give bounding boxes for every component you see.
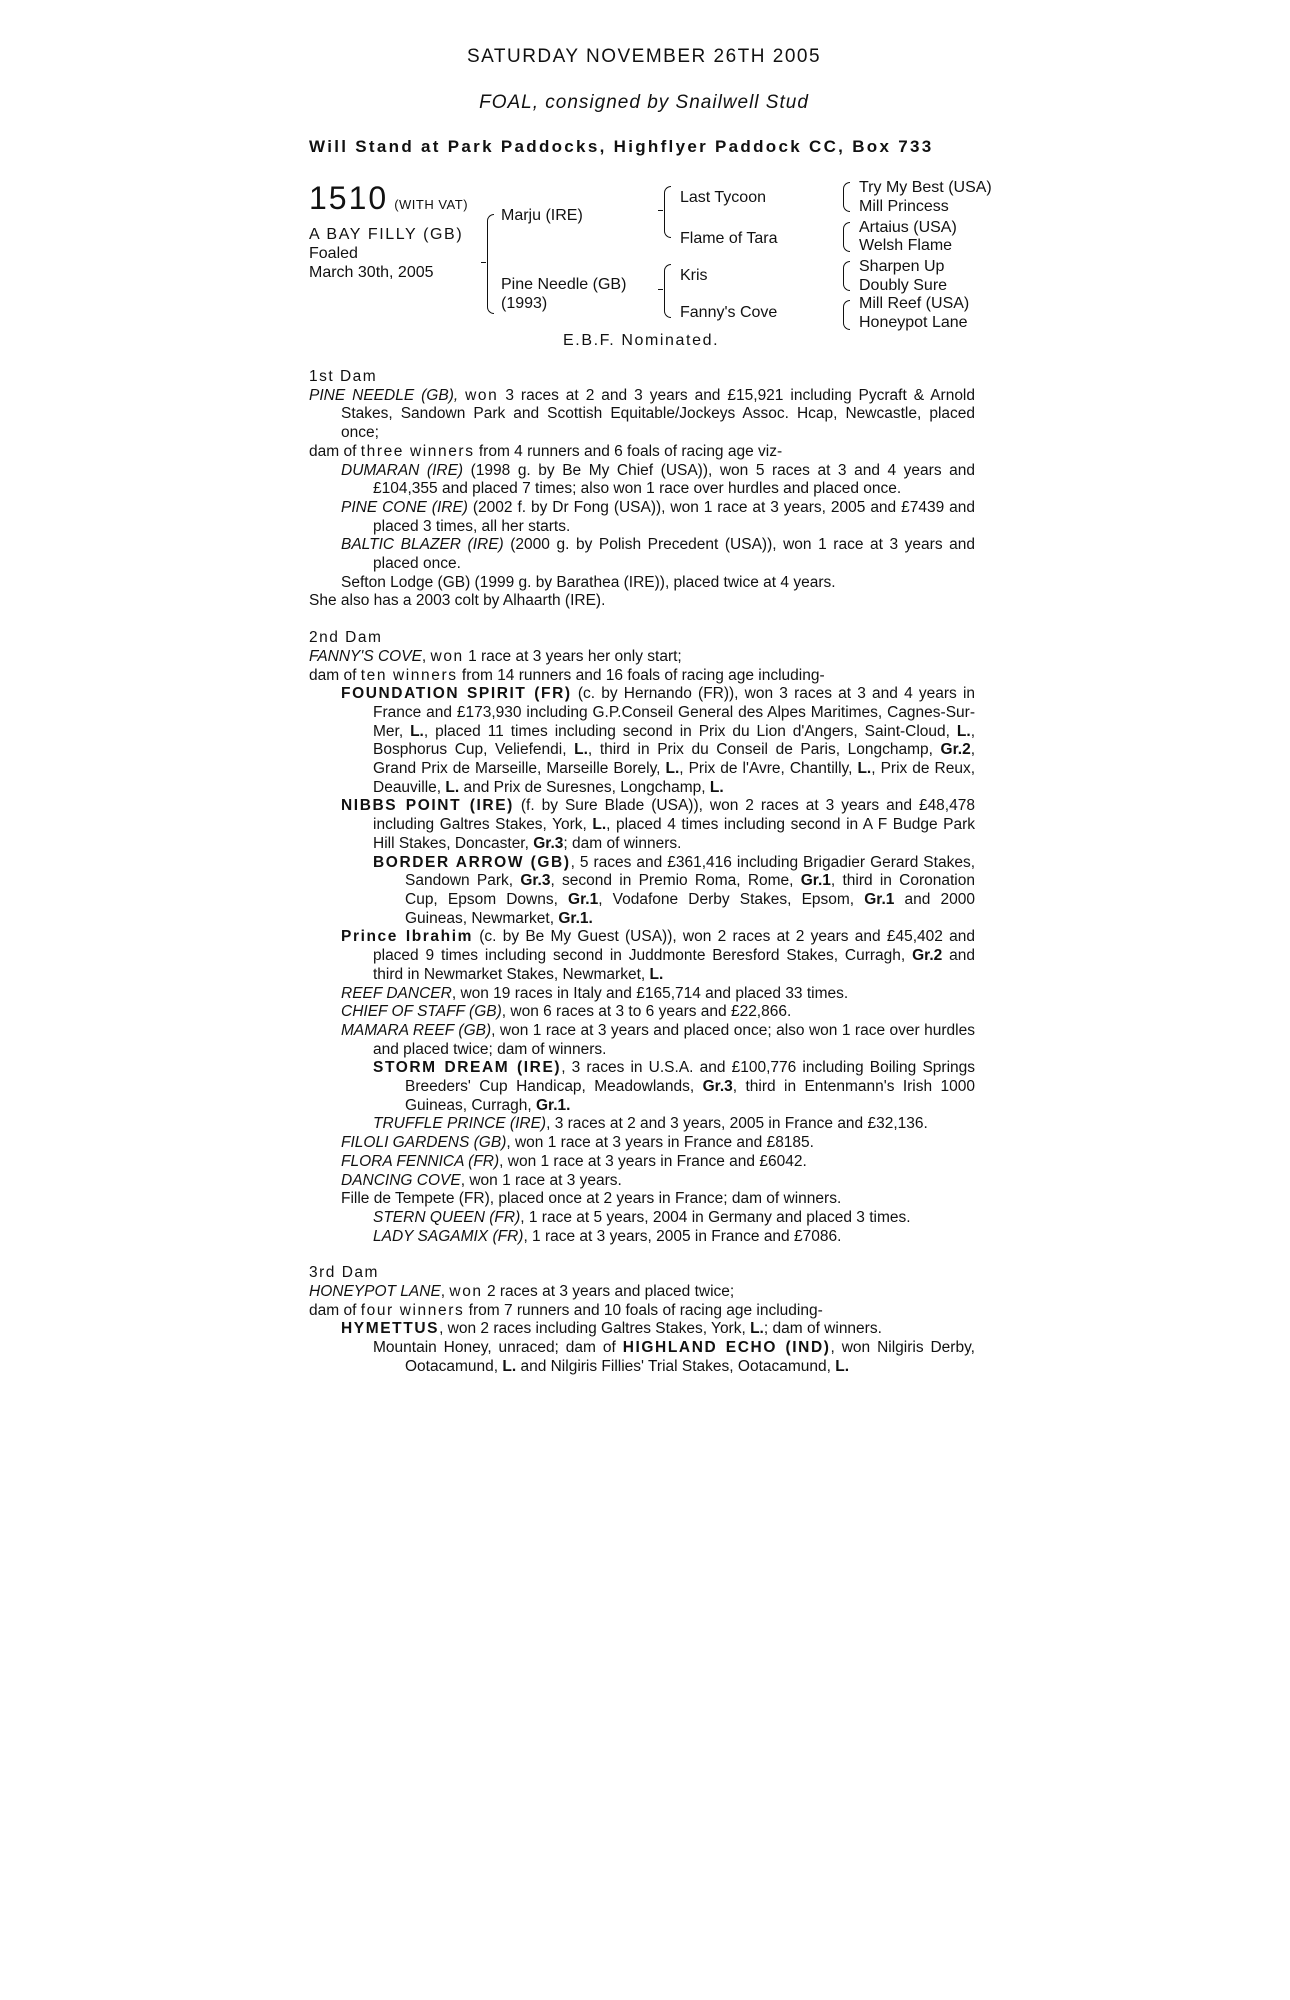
pedigree-dam-sire: Kris (680, 267, 708, 284)
ebf-nominated: E.B.F. Nominated. (563, 332, 720, 349)
first-dam-winners-rest: from 4 runners and 6 foals of racing age viz- (474, 442, 783, 460)
produce-text: Mountain Honey, unraced; dam of (373, 1339, 623, 1357)
produce-text: (1998 g. by Be My Chief (USA)), won 5 races at 3 and 4 years and £104,355 and placed 7 times; also won 1 race over hurdles and placed once. (373, 461, 975, 498)
produce-entry (309, 462, 975, 499)
produce-entry: Sefton Lodge (GB) (1999 g. by Barathea (IRE)), placed twice at 4 years. (341, 573, 836, 591)
grade-label: L. (502, 1357, 517, 1375)
first-dam-heading: 1st Dam (309, 368, 378, 385)
pedigree-sire-dam: Flame of Tara (680, 230, 778, 247)
grade-label: L. (956, 722, 971, 740)
first-dam-winners-count: three winners (360, 442, 475, 460)
produce-text: , placed 11 times including second in Prix du Lion d'Angers, Saint-Cloud, (423, 722, 957, 740)
lot-number-value: 1510 (309, 180, 389, 216)
produce-name: STERN QUEEN (FR) (373, 1208, 521, 1226)
third-dam-record-text: 2 races at 3 years and placed twice; (482, 1283, 735, 1301)
grade-label: Gr.3 (520, 872, 551, 890)
third-dam-name: HONEYPOT LANE (309, 1283, 441, 1301)
second-dam-dam-of: dam of (309, 666, 361, 684)
produce-text: , third in Entenmann's Irish 1000 Guineas, Curragh, (405, 1078, 975, 1114)
produce-entry (309, 1172, 975, 1191)
second-dam-produce-summary (309, 667, 975, 686)
produce-text: (2000 g. by Polish Precedent (USA)), won 1 race at 3 years and placed once. (373, 536, 975, 573)
foaled-label: Foaled (309, 245, 358, 262)
produce-text: , 1 race at 5 years, 2004 in Germany and placed 3 times. (520, 1208, 911, 1226)
brace-dam-point (658, 289, 663, 290)
brace-sire (664, 186, 671, 238)
pedigree-dam: Pine Needle (GB) (501, 276, 627, 293)
produce-name: TRUFFLE PRINCE (IRE) (373, 1115, 547, 1133)
produce-text: , third in Prix du Conseil de Paris, Longchamp, (587, 741, 941, 759)
brace-sire-point (658, 210, 663, 211)
produce-text: , Grand Prix de Marseille, Marseille Borely, (373, 741, 976, 778)
produce-text: , 3 races at 2 and 3 years, 2005 in France and £32,136. (546, 1115, 928, 1133)
consignment-line: FOAL, consigned by Snailwell Stud (479, 92, 809, 113)
grade-label: Gr.1 (800, 872, 831, 890)
produce-entry (309, 1209, 975, 1228)
third-dam-record: HONEYPOT LANE, won 2 races at 3 years and placed twice; (309, 1283, 735, 1301)
produce-name: NIBBS POINT (IRE) (341, 797, 514, 815)
foaled-info (309, 244, 434, 282)
second-dam-winners-rest: from 14 runners and 16 foals of racing age including- (457, 666, 825, 684)
section-gap (309, 1246, 975, 1264)
produce-name: MAMARA REEF (GB) (341, 1021, 492, 1039)
pedigree-sire-sire: Last Tycoon (680, 189, 766, 206)
produce-name: FOUNDATION SPIRIT (FR) (341, 685, 572, 703)
grade-label: L. (750, 1320, 764, 1338)
lot-number (309, 180, 468, 217)
produce-text: and third in Newmarket Stakes, Newmarket, (373, 947, 975, 983)
produce-text: ; dam of winners. (563, 834, 682, 852)
produce-name: FILOLI GARDENS (GB) (341, 1134, 507, 1152)
first-dam-name: PINE NEEDLE (GB), (309, 386, 459, 404)
foaled-date: March 30th, 2005 (309, 264, 434, 281)
produce-text: and Nilgiris Fillies' Trial Stakes, Ootacamund, (516, 1357, 836, 1375)
produce-entry (309, 685, 975, 797)
produce-text: , won 6 races at 3 to 6 years and £22,866. (501, 1003, 792, 1021)
pedigree-g3-4: Welsh Flame (859, 237, 953, 254)
produce-text: , won 1 race at 3 years. (460, 1171, 622, 1189)
produce-text: , won 1 race at 3 years and placed once; also won 1 race over hurdles and placed twice; dam of winners. (373, 1021, 975, 1058)
pedigree-g3-5: Sharpen Up (859, 258, 945, 275)
produce-text: , won 1 race at 3 years in France and £8185. (506, 1134, 814, 1152)
produce-text: , won 2 races including Galtres Stakes, York, (439, 1320, 751, 1338)
produce-name: CHIEF OF STAFF (GB) (341, 1003, 502, 1021)
produce-text: , Bosphorus Cup, Veliefendi, (373, 722, 975, 759)
pedigree-g3-6: Doubly Sure (859, 277, 948, 294)
third-dam-produce-summary (309, 1302, 975, 1321)
produce-entry (309, 928, 975, 984)
produce-entry (309, 985, 975, 1004)
produce-entry (309, 1003, 975, 1022)
pedigree-sire: Marju (IRE) (501, 207, 583, 224)
third-dam-winners-rest: from 7 runners and 10 foals of racing age including- (464, 1301, 823, 1319)
produce-name: HIGHLAND ECHO (IND) (622, 1339, 831, 1357)
grade-label: L. (857, 760, 872, 778)
produce-entry (309, 1115, 975, 1134)
grade-label: Gr.1. (558, 909, 593, 927)
first-dam-record (309, 387, 975, 443)
produce-name: BALTIC BLAZER (IRE) (341, 536, 504, 554)
produce-text: , won 1 race at 3 years in France and £6042. (499, 1152, 807, 1170)
first-dam-dam-of: dam of (309, 442, 361, 460)
produce-text: (c. by Be My Guest (USA)), won 2 races at 2 years and £45,402 and placed 9 times including second in Juddmonte Beresford Stakes, Curragh, (373, 928, 975, 965)
pedigree-g3-8: Honeypot Lane (859, 314, 968, 331)
produce-text: and 2000 Guineas, Newmarket, (405, 890, 975, 927)
grade-label: Gr.3 (702, 1078, 733, 1096)
produce-entry (309, 854, 975, 929)
third-dam-winners-count: four winners (360, 1301, 465, 1319)
second-dam-winners-count: ten winners (360, 666, 458, 684)
produce-name: DANCING COVE (341, 1171, 461, 1189)
second-dam-record-text: 1 race at 3 years her only start; (463, 647, 682, 665)
brace-g3-4 (843, 300, 850, 330)
grade-label: L. (835, 1357, 850, 1375)
brace-g3-3 (843, 261, 850, 291)
produce-text: ; dam of winners. (763, 1320, 882, 1338)
produce-name: Prince Ibrahim (341, 928, 474, 946)
produce-name: REEF DANCER (341, 984, 452, 1002)
first-dam-won: won (465, 386, 499, 404)
pedigree-g3-1: Try My Best (USA) (859, 179, 992, 196)
grade-label: L. (445, 778, 460, 796)
produce-entry (309, 1134, 975, 1153)
produce-entry (309, 499, 975, 536)
first-dam-record-text: 3 races at 2 and 3 years and £15,921 including Pycraft & Arnold Stakes, Sandown Park and Scottish Equitable/Jockeys Assoc. Hcap, Newcastle, placed once; (341, 386, 975, 442)
produce-text: , won Nilgiris Derby, Ootacamund, (405, 1339, 975, 1375)
first-dam-produce-summary (309, 443, 975, 462)
produce-name: STORM DREAM (IRE) (373, 1059, 562, 1077)
produce-text: and Prix de Suresnes, Longchamp, (459, 778, 710, 796)
produce-text: , 3 races in U.S.A. and £100,776 including Boiling Springs Breeders' Cup Handicap, Meadowlands, (405, 1059, 975, 1096)
catalogue-body (309, 368, 975, 1377)
grade-label: L. (592, 816, 607, 834)
produce-name: LADY SAGAMIX (FR) (373, 1227, 524, 1245)
produce-name: BORDER ARROW (GB) (373, 853, 571, 871)
pedigree-g3-7: Mill Reef (USA) (859, 295, 970, 312)
produce-entry: Fille de Tempete (FR), placed once at 2 years in France; dam of winners. (341, 1190, 842, 1208)
produce-entry (309, 1320, 975, 1339)
pedigree-dam-dam: Fanny's Cove (680, 304, 778, 321)
stand-location: Will Stand at Park Paddocks, Highflyer Paddock CC, Box 733 (309, 137, 934, 156)
grade-label: L. (665, 760, 680, 778)
grade-label: Gr.3 (533, 834, 564, 852)
pedigree-g3-2: Mill Princess (859, 198, 949, 215)
produce-name: HYMETTUS (341, 1320, 440, 1338)
section-gap (309, 611, 975, 629)
brace-g3-2 (843, 222, 850, 252)
produce-text: , 1 race at 3 years, 2005 in France and £7086. (523, 1227, 842, 1245)
produce-text: (2002 f. by Dr Fong (USA)), won 1 race at 3 years, 2005 and £7439 and placed 3 times, all her starts. (373, 498, 975, 535)
produce-text: , placed 4 times including second in A F Budge Park Hill Stakes, Doncaster, (373, 816, 975, 852)
sale-date: SATURDAY NOVEMBER 26TH 2005 (466, 46, 822, 67)
brace-gen1-point (481, 262, 486, 263)
produce-entry (309, 797, 975, 853)
produce-name: PINE CONE (IRE) (341, 498, 468, 516)
produce-name: FLORA FENNICA (FR) (341, 1152, 500, 1170)
grade-label: L. (649, 965, 664, 983)
brace-dam (664, 264, 671, 318)
produce-entry (309, 536, 975, 573)
brace-gen1 (487, 214, 494, 314)
produce-entry (309, 1153, 975, 1172)
second-dam-record: FANNY'S COVE, won 1 race at 3 years her only start; (309, 647, 682, 665)
grade-label: Gr.1. (535, 1096, 571, 1114)
produce-name: DUMARAN (IRE) (341, 461, 464, 479)
produce-text: (f. by Sure Blade (USA)), won 2 races at 3 years and £48,478 including Galtres Stakes, York, (373, 797, 975, 834)
third-dam-heading: 3rd Dam (309, 1264, 379, 1282)
produce-text: , Vodafone Derby Stakes, Epsom, (598, 890, 865, 908)
grade-label: Gr.2 (940, 741, 971, 759)
vat-note: (WITH VAT) (394, 197, 469, 212)
produce-entry (309, 1228, 975, 1247)
pedigree-g3-3: Artaius (USA) (859, 219, 957, 236)
second-dam-heading: 2nd Dam (309, 629, 383, 647)
produce-entry (309, 1059, 975, 1115)
produce-text: , Prix de l'Avre, Chantilly, (679, 760, 858, 778)
grade-label: L. (574, 741, 588, 759)
brace-g3-1 (843, 182, 850, 212)
produce-text: , second in Premio Roma, Rome, (550, 872, 801, 890)
grade-label: Gr.1 (568, 890, 599, 908)
produce-text: (c. by Hernando (FR)), won 3 races at 3 and 4 years in France and £173,930 including G.P.Conseil General des Alpes Maritimes, Cagnes-Sur-Mer, (373, 685, 976, 740)
grade-label: L. (410, 722, 424, 740)
grade-label: Gr.2 (912, 947, 943, 965)
produce-text: , Prix de Reux, Deauville, (373, 760, 976, 796)
grade-label: L. (709, 778, 724, 796)
third-dam-dam-of: dam of (309, 1301, 361, 1319)
grade-label: Gr.1 (864, 890, 895, 908)
produce-entry (309, 1022, 975, 1059)
produce-text: , third in Coronation Cup, Epsom Downs, (405, 872, 975, 908)
second-dam-won: won (430, 647, 464, 665)
produce-text: , won 19 races in Italy and £165,714 and placed 33 times. (451, 984, 849, 1002)
produce-text: , 5 races and £361,416 including Brigadier Gerard Stakes, Sandown Park, (405, 853, 975, 890)
third-dam-won: won (449, 1283, 483, 1301)
second-dam-name: FANNY'S COVE (309, 647, 422, 665)
first-dam-also-note: She also has a 2003 colt by Alhaarth (IRE). (309, 592, 606, 610)
produce-entry (309, 1339, 975, 1376)
lot-description: A BAY FILLY (GB) (309, 226, 464, 243)
pedigree-dam-year: (1993) (501, 295, 548, 312)
